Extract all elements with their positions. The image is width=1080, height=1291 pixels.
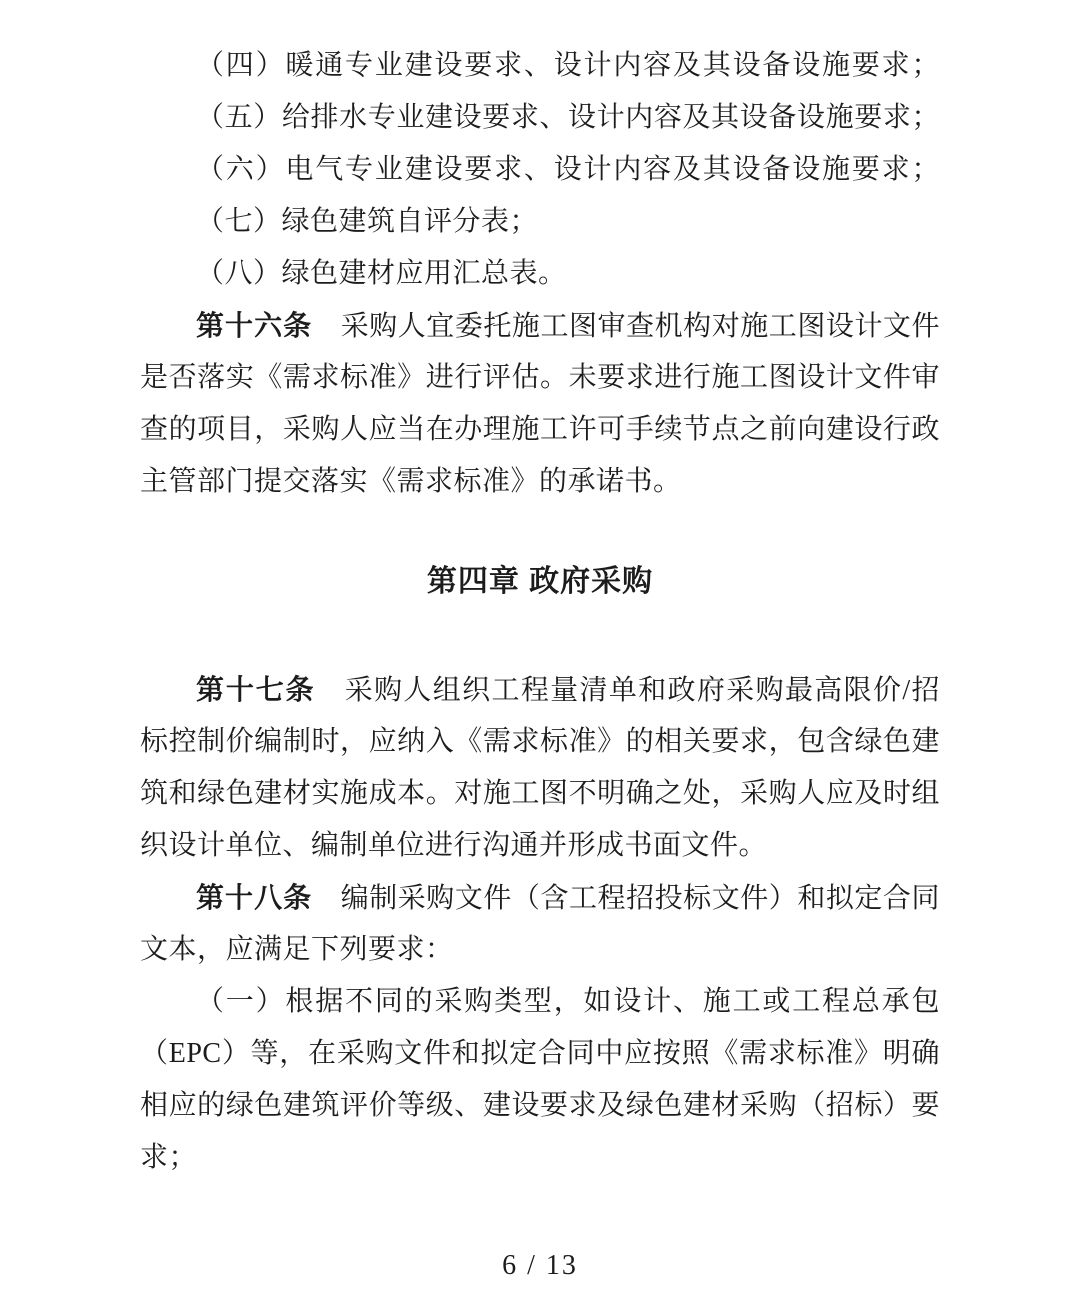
article-18-first-line [140, 872, 940, 924]
line-text: 织设计单位、编制单位进行沟通并形成书面文件。 [140, 830, 768, 861]
chapter-heading: 第四章 政府采购 [426, 565, 654, 598]
page-number: 6 / 13 [502, 1250, 578, 1281]
text-line [140, 196, 940, 248]
text-line [140, 1028, 940, 1080]
line-text: （一）根据不同的采购类型，如设计、施工或工程总承包 [196, 986, 940, 1017]
text-line [140, 352, 940, 404]
line-text: 筑和绿色建材实施成本。对施工图不明确之处，采购人应及时组 [140, 778, 940, 809]
text-line [140, 248, 940, 300]
article-16-label: 第十六条 [196, 310, 313, 341]
article-17-label: 第十七条 [196, 674, 316, 705]
line-text: 相应的绿色建筑评价等级、建设要求及绿色建材采购（招标）要 [140, 1090, 940, 1121]
article-18-label: 第十八条 [196, 882, 313, 913]
line-text: （四）暖通专业建设要求、设计内容及其设备设施要求； [196, 50, 940, 81]
line-text: 文本，应满足下列要求： [140, 934, 454, 965]
article-17-first-line [140, 664, 940, 716]
line-text: 编制采购文件（含工程招投标文件）和拟定合同 [312, 883, 940, 914]
text-line [140, 456, 940, 508]
line-text: （七）绿色建筑自评分表； [196, 206, 539, 237]
line-text: 采购人组织工程量清单和政府采购最高限价/招 [315, 675, 940, 706]
text-line [140, 716, 940, 768]
line-text: （八）绿色建材应用汇总表。 [196, 258, 567, 289]
line-text: 求； [140, 1142, 198, 1173]
line-text: 标控制价编制时，应纳入《需求标准》的相关要求，包含绿色建 [140, 726, 940, 757]
text-line [140, 820, 940, 872]
text-line [140, 924, 940, 976]
text-line [140, 92, 940, 144]
text-line [140, 1132, 940, 1184]
text-line [140, 768, 940, 820]
text-line [140, 144, 940, 196]
line-text: 查的项目，采购人应当在办理施工许可手续节点之前向建设行政 [140, 414, 940, 445]
article-16-first-line [140, 300, 940, 352]
text-line [140, 1080, 940, 1132]
line-text: （六）电气专业建设要求、设计内容及其设备设施要求； [196, 154, 940, 185]
line-text: 采购人宜委托施工图审查机构对施工图设计文件 [312, 311, 940, 342]
line-text: 主管部门提交落实《需求标准》的承诺书。 [140, 466, 682, 497]
text-line [140, 404, 940, 456]
line-text: （五）给排水专业建设要求、设计内容及其设备设施要求； [196, 102, 940, 133]
line-text: 是否落实《需求标准》进行评估。未要求进行施工图设计文件审 [140, 362, 940, 393]
line-text: （EPC）等，在采购文件和拟定合同中应按照《需求标准》明确 [140, 1038, 940, 1069]
text-line [140, 976, 940, 1028]
text-line [140, 40, 940, 92]
